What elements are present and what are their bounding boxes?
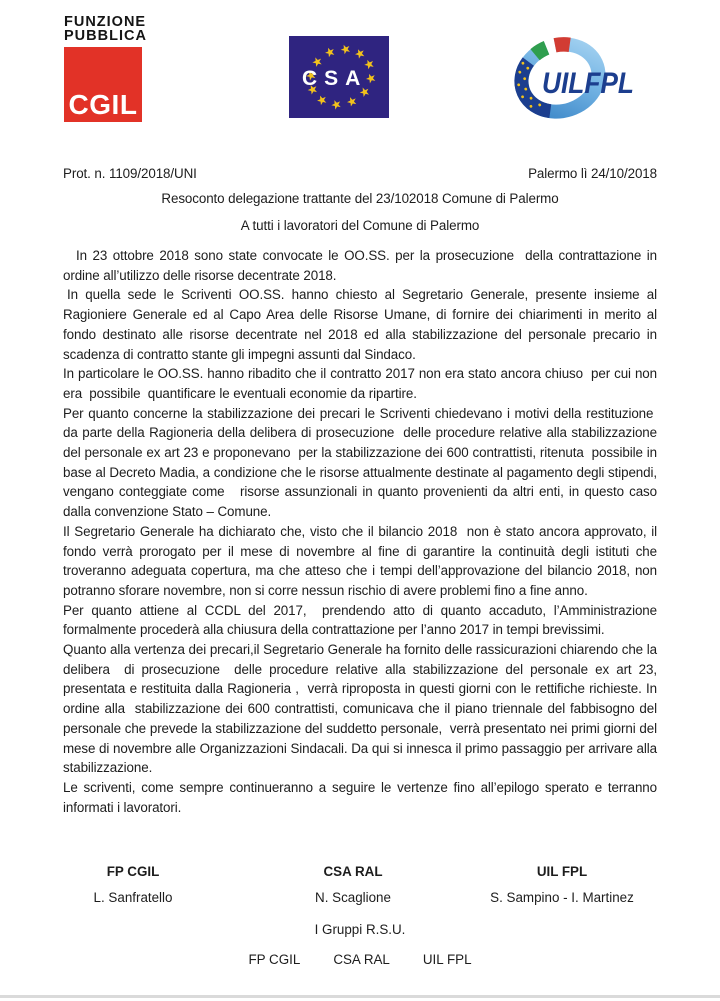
- rsu-orgs-row: [0, 952, 720, 967]
- cgil-wordmark-line2: PUBBLICA: [64, 27, 147, 44]
- italian-flag-icon: [534, 41, 570, 56]
- org-name: CSA RAL: [323, 864, 383, 879]
- signer-name: S. Sampino - I. Martinez: [490, 890, 634, 905]
- place-date: Palermo lì 24/10/2018: [528, 166, 657, 181]
- signature-column: [283, 862, 423, 908]
- body-paragraph: Per quanto concerne la stabilizzazione dei precari le Scriventi chiedevano i motivi della restituzione da parte della Ragioneria della delibera di prosecuzione delle procedure relative alla stabilizzazione del personale ex art 23 e proponevano per la stabilizzazione dei 600 contrattisti, ritenuta possibile in base al Decreto Madia, a condizione che le risorse attualmente destinate al pagamento degli stipendi, vengano conteggiate come risorse assunzionali in quanto provenienti da altri enti, in questo caso dalla convenzione Stato – Comune.: [63, 405, 657, 520]
- csa-logo: [289, 36, 389, 123]
- rsu-org: CSA RAL: [333, 952, 390, 967]
- signature-column: [63, 862, 203, 908]
- signatures-row: [0, 862, 720, 908]
- body-paragraph: Quanto alla vertenza dei precari,il Segretario Generale ha fornito delle rassicurazioni chiarendo che la delibera di prosecuzione delle procedure relative alla stabilizzazione del personale ex art 23, presentata e restituita dalla Ragioneria , verrà riproposta in questi giorni con le rettifiche richieste. In ordine alla stabilizzazione dei 600 contrattisti, comunicava che il piano triennale del fabbisogno del personale che prevede la stabilizzazione del suddetto personale, verrà presentato nei primi giorni del mese di novembre alle Organizzazioni Sindacali. Da qui si innesca il primo passaggio per arrivare alla stabilizzazione.: [63, 642, 657, 776]
- body-paragraph: In particolare le OO.SS. hanno ribadito che il contratto 2017 non era stato ancora chiuso per cui non era possibile quantificare le eventuali economie da ripartire.: [63, 366, 657, 401]
- cgil-red-box: [64, 47, 142, 122]
- page-bottom-edge: [0, 995, 720, 998]
- rsu-title: I Gruppi R.S.U.: [314, 922, 406, 937]
- meta-row: [0, 166, 720, 181]
- body-paragraph: In quella sede le Scriventi OO.SS. hanno chiesto al Segretario Generale, presente insieme al Ragioniere Generale ed al Capo Area delle Risorse Umane, di fornire dei chiarimenti in merito al fondo destinato alle risorse decentrate nel 2018 ed alla stabilizzazione del personale precario in scadenza di contratto stante gli impegni assunti dal Sindaco.: [63, 287, 657, 362]
- rsu-org: UIL FPL: [422, 952, 472, 967]
- document-body: [0, 246, 720, 817]
- body-paragraph: Le scriventi, come sempre continueranno a seguire le vertenze fino all’epilogo sperato e terranno informati i lavoratori.: [63, 779, 657, 815]
- cgil-logo: [64, 14, 147, 122]
- uilfpl-logo: [502, 28, 642, 128]
- addressee-line: A tutti i lavoratori del Comune di Palermo: [240, 218, 480, 233]
- signer-name: N. Scaglione: [315, 890, 391, 905]
- org-name: FP CGIL: [106, 864, 160, 879]
- letterhead-logos: [0, 0, 720, 148]
- cgil-wordmark-line1: FUNZIONE: [64, 14, 147, 30]
- uilfpl-logo-graphic: [502, 28, 642, 123]
- protocol-number: Prot. n. 1109/2018/UNI: [63, 166, 197, 181]
- signer-name: L. Sanfratello: [93, 890, 173, 905]
- signature-column: [462, 862, 662, 908]
- cgil-wordmark: [64, 14, 147, 44]
- csa-logo-graphic: [289, 36, 389, 118]
- body-paragraph: Per quanto attiene al CCDL del 2017, prendendo atto di quanto accaduto, l’Amministrazione formalmente procederà alla chiusura della contrattazione per l’anno 2017 in tempi brevissimi.: [63, 602, 657, 638]
- body-paragraph: In 23 ottobre 2018 sono state convocate le OO.SS. per la prosecuzione della contrattazione in ordine all’utilizzo delle risorse decentrate 2018.: [63, 248, 657, 283]
- body-paragraph: Il Segretario Generale ha dichiarato che, visto che il bilancio 2018 non è stato ancora approvato, il fondo verrà prorogato per il mese di novembre al fine di garantire la continuità degli istituti che troveranno adeguata copertura, ma che atteso che i tempi dell’approvazione del bilancio 2018, non potranno sforare novembre, non si corre nessun rischio di avere problemi fino a fine anno.: [63, 523, 657, 598]
- csa-acronym: CSA: [302, 67, 368, 90]
- cgil-acronym: CGIL: [68, 89, 138, 120]
- rsu-org: FP CGIL: [248, 952, 301, 967]
- org-name: UIL FPL: [536, 864, 588, 879]
- document-title: Resoconto delegazione trattante del 23/102018 Comune di Palermo: [161, 191, 559, 206]
- uilfpl-wordmark: UILFPL: [542, 67, 634, 100]
